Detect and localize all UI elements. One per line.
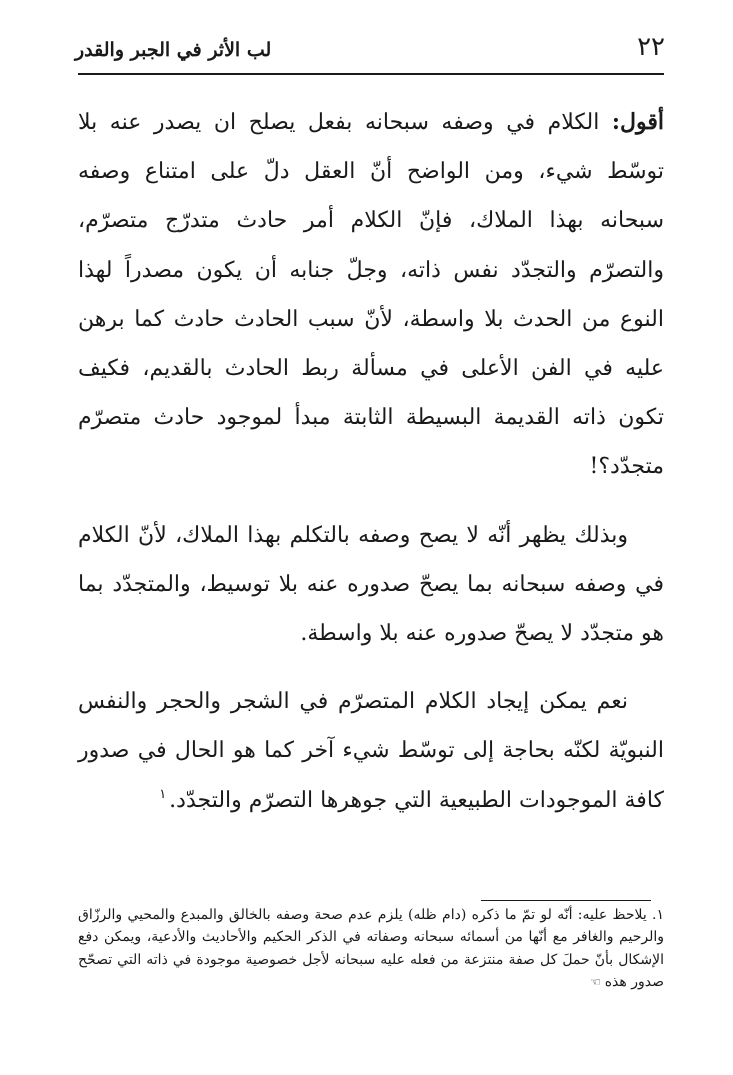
header-rule — [78, 73, 664, 75]
paragraph-3-text: نعم يمكن إيجاد الكلام المتصرّم في الشجر والحجر والنفس النبويّة لكنّه بحاجة إلى توسّط شيء آخر كما هو الحال في صدور كافة الموجودات الطبيعية التي جوهرها التصرّم والتجدّد. — [78, 689, 664, 813]
paragraph-2-text: وبذلك يظهر أنّه لا يصح وصفه بالتكلم بهذا الملاك، لأنّ الكلام في وصفه سبحانه بما يصحّ صدوره عنه بلا توسيط، والمتجدّد بما هو متجدّد لا يصحّ صدوره عنه بلا واسطة. — [78, 522, 664, 647]
page-number: ٢٢ — [637, 32, 665, 62]
footnote — [78, 904, 664, 994]
footnote-reference[interactable]: ١ — [159, 787, 167, 803]
lead-word: أقول: — [611, 109, 664, 135]
footnote-text: ١. يلاحظ عليه: أنّه لو تمّ ما ذكره (دام ظله) يلزم عدم صحة وصفه بالخالق والمبدع والمحيي والرزّاق والرحيم والغافر مع أنّها من أسمائه سبحانه وصفاته في الذكر الحكيم والأحاديث والأدعية، ويمكن دفع الإشكال بأنّ حملَ كل صفة منتزعة من فعله عليه سبحانه لأجل خصوصية موجودة في ذاته التي تصحّح صدور هذه — [78, 907, 664, 991]
paragraph-2 — [78, 511, 664, 659]
continue-arrow-icon: ☜ — [589, 975, 601, 990]
paragraph-3 — [78, 677, 664, 825]
footnote-rule — [481, 900, 651, 901]
paragraph-1-text: الكلام في وصفه سبحانه بفعل يصلح ان يصدر عنه بلا توسّط شيء، ومن الواضح أنّ العقل دلّ على امتناع وصفه سبحانه بهذا الملاك، فإنّ الكلام أمر حادث متدرّج متصرّم، والتصرّم والتجدّد نفس ذاته، وجلّ جنابه أن يكون مصدراً لهذا النوع من الحدث بلا واسطة، لأنّ سبب الحادث حادث كما برهن عليه في الفن الأعلى في مسألة ربط الحادث بالقديم، فكيف تكون ذاته القديمة البسيطة الثابتة مبدأ لموجود حادث متصرّم متجدّد؟! — [78, 110, 664, 480]
paragraph-1 — [78, 98, 664, 492]
running-title: لب الأثر في الجبر والقدر — [75, 39, 272, 61]
page-header — [75, 28, 665, 72]
body-text — [78, 98, 664, 825]
